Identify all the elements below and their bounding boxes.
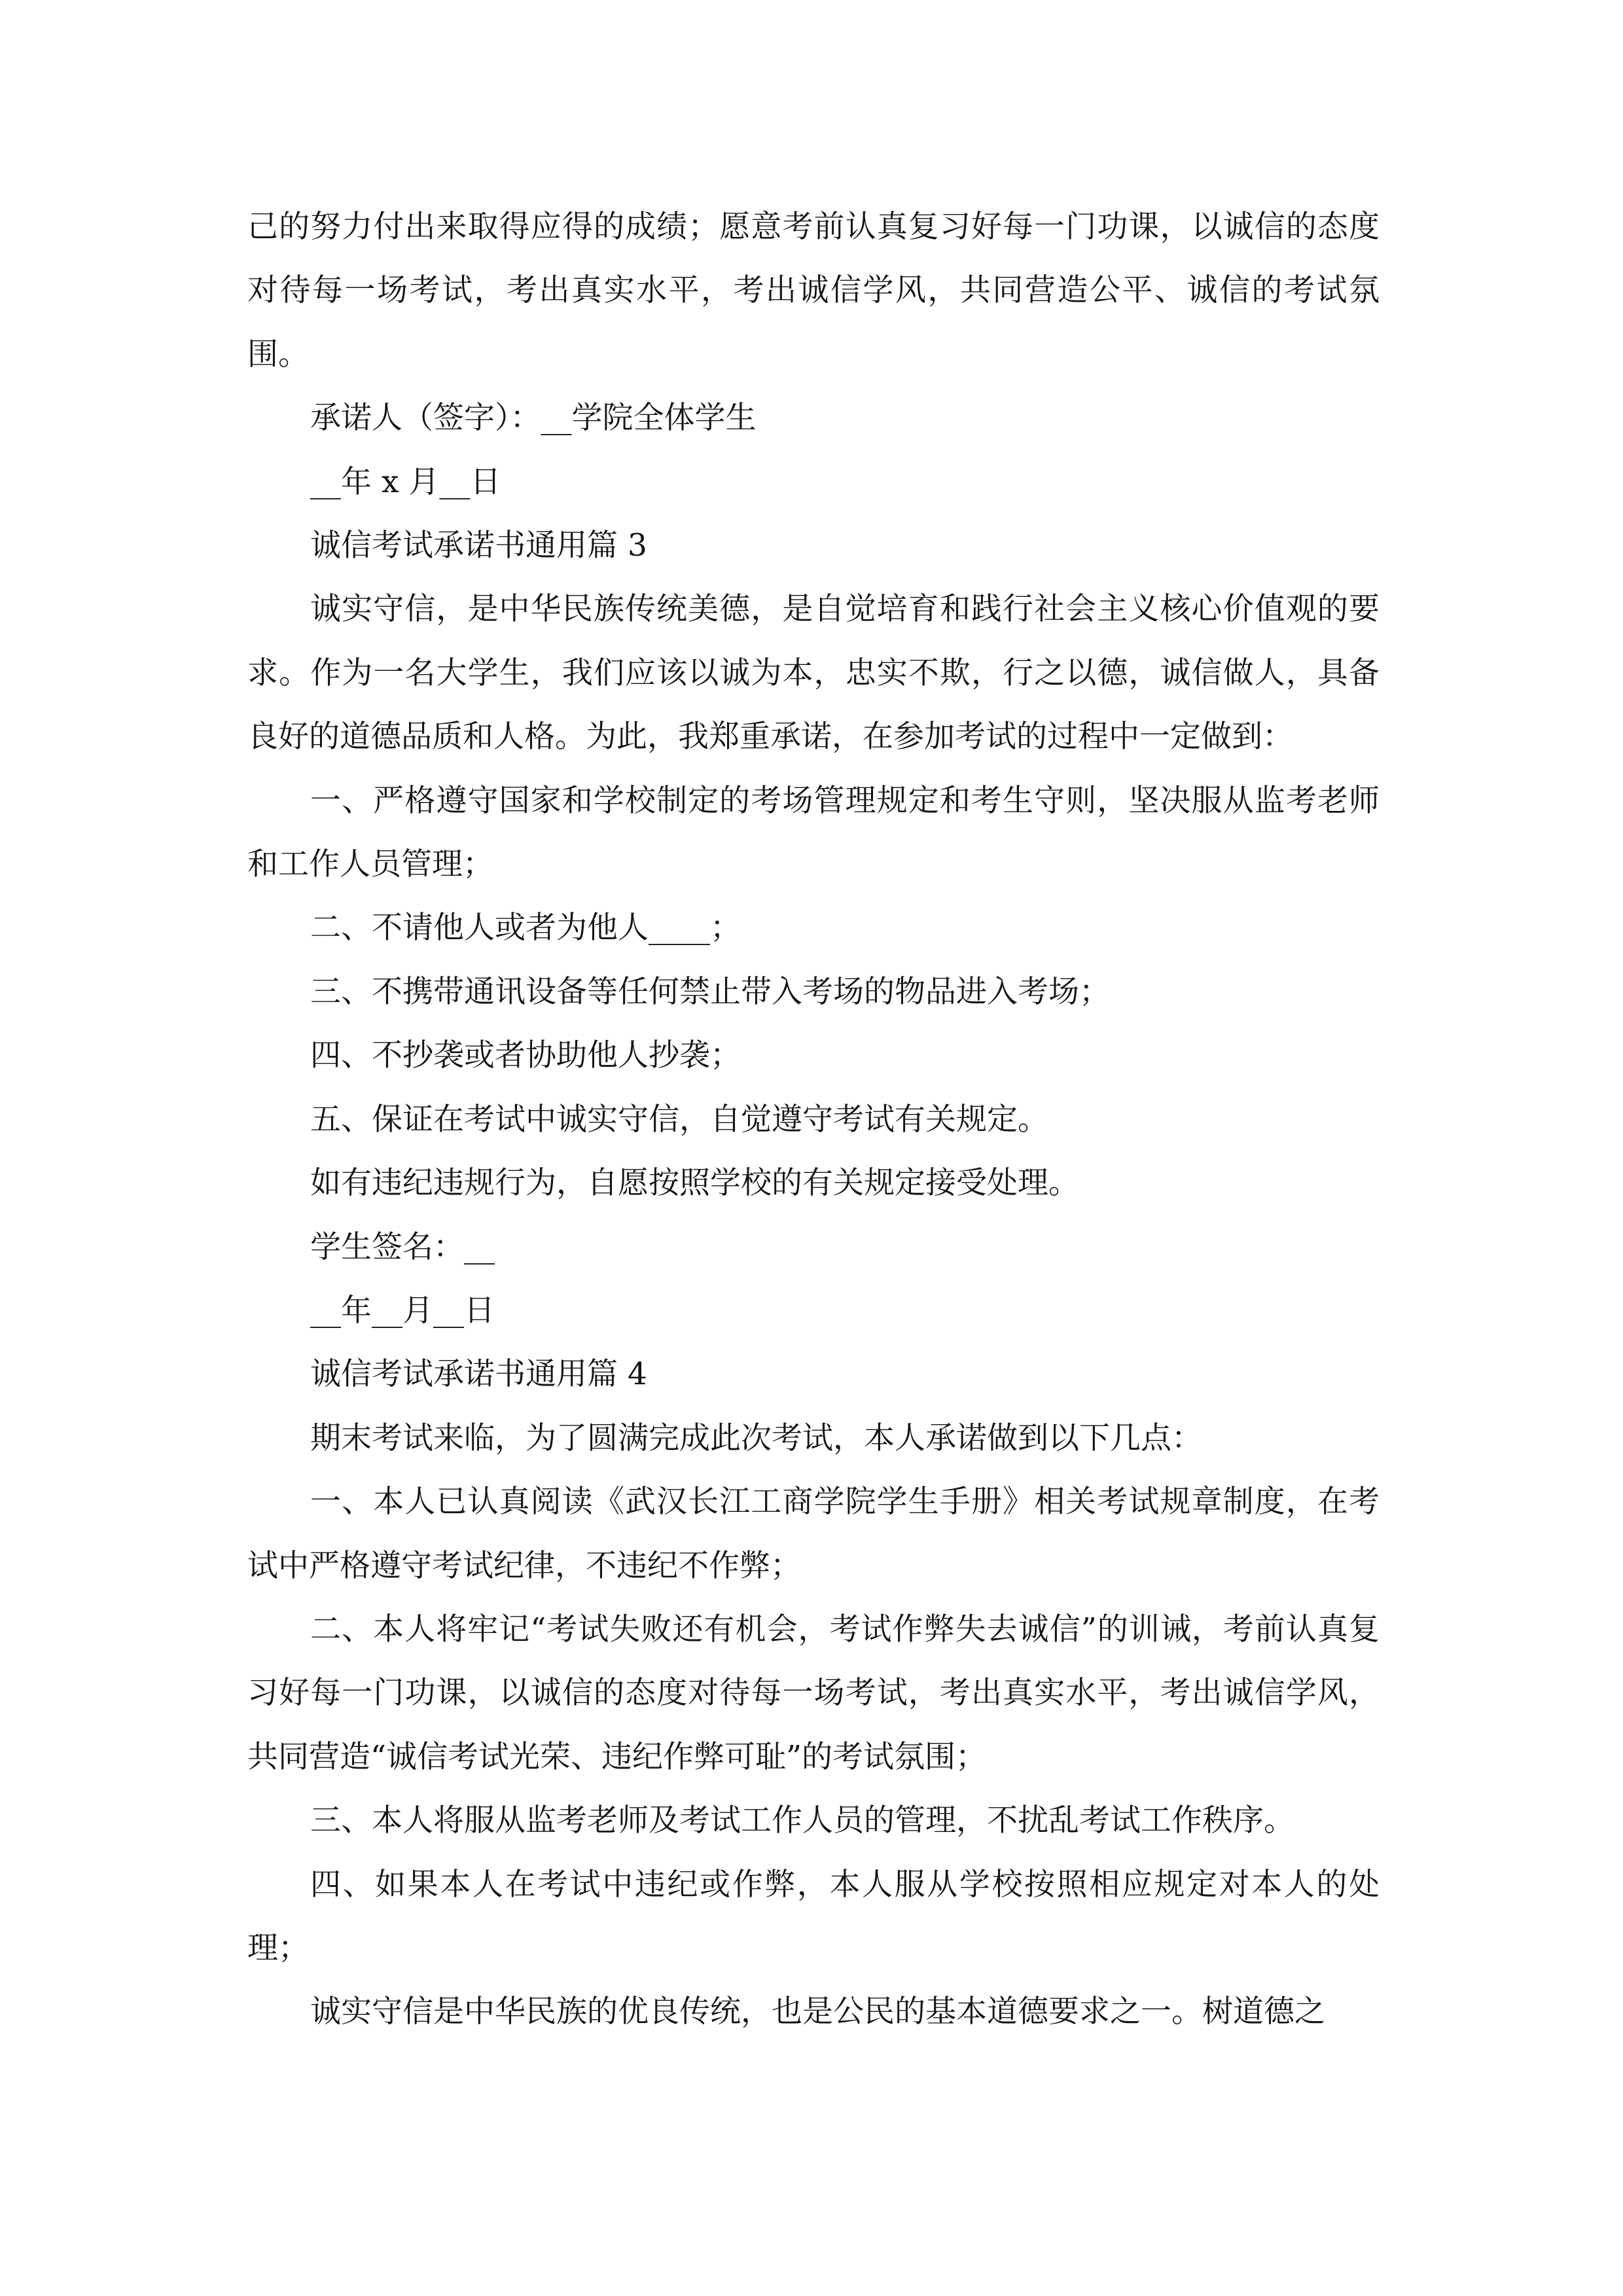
list-item-3: 三、不携带通讯设备等任何禁止带入考场的物品进入考场； [310,973,1110,1010]
date-line: __年 x 月__日 [310,463,501,500]
student-signature-line: 学生签名：__ [310,1229,495,1265]
pledge-item-2: 二、本人将牢记“考试失败还有机会，考试作弊失去诚信”的训诫，考前认真复习好每一门功课，以诚信的态度对待每一场考试，考出真实水平，考出诚信学风，共同营造“诚信考试光荣、违纪作弊可耻”的考试氛围； [247,1611,1380,1775]
violation-clause: 如有违纪违规行为，自愿按照学校的有关规定接受处理。 [310,1165,1079,1202]
section-heading-3: 诚信考试承诺书通用篇 3 [310,528,647,564]
section-heading-4: 诚信考试承诺书通用篇 4 [310,1356,647,1393]
list-item-2: 二、不请他人或者为他人____； [310,910,741,946]
list-item-1: 一、严格遵守国家和学校制定的考场管理规定和考生守则，坚决服从监考老师和工作人员管理； [247,782,1380,883]
pledge-item-1: 一、本人已认真阅读《武汉长江工商学院学生手册》相关考试规章制度，在考试中严格遵守考试纪律，不违纪不作弊； [247,1484,1380,1584]
pledge-item-4: 四、如果本人在考试中违纪或作弊，本人服从学校按照相应规定对本人的处理； [247,1866,1380,1966]
paragraph-intro-4: 期末考试来临，为了圆满完成此次考试，本人承诺做到以下几点： [310,1420,1202,1456]
pledge-item-3: 三、本人将服从监考老师及考试工作人员的管理，不扰乱考试工作秩序。 [310,1803,1294,1839]
list-item-5: 五、保证在考试中诚实守信，自觉遵守考试有关规定。 [310,1101,1048,1138]
paragraph-closing: 诚实守信是中华民族的优良传统，也是公民的基本道德要求之一。树道德之 [310,1994,1325,2030]
signature-line: 承诺人（签字）：__学院全体学生 [310,400,757,437]
paragraph-continuation: 己的努力付出来取得应得的成绩；愿意考前认真复习好每一门功课，以诚信的态度对待每一场考试，考出真实水平，考出诚信学风，共同营造公平、诚信的考试氛围。 [247,209,1380,372]
date-line-2: __年__月__日 [310,1292,495,1329]
list-item-4: 四、不抄袭或者协助他人抄袭； [310,1037,741,1074]
document-body [247,195,1380,2044]
paragraph-intro-3: 诚实守信，是中华民族传统美德，是自觉培育和践行社会主义核心价值观的要求。作为一名大学生，我们应该以诚为本，忠实不欺，行之以德，诚信做人，具备良好的道德品质和人格。为此，我郑重承诺，在参加考试的过程中一定做到： [247,591,1380,755]
